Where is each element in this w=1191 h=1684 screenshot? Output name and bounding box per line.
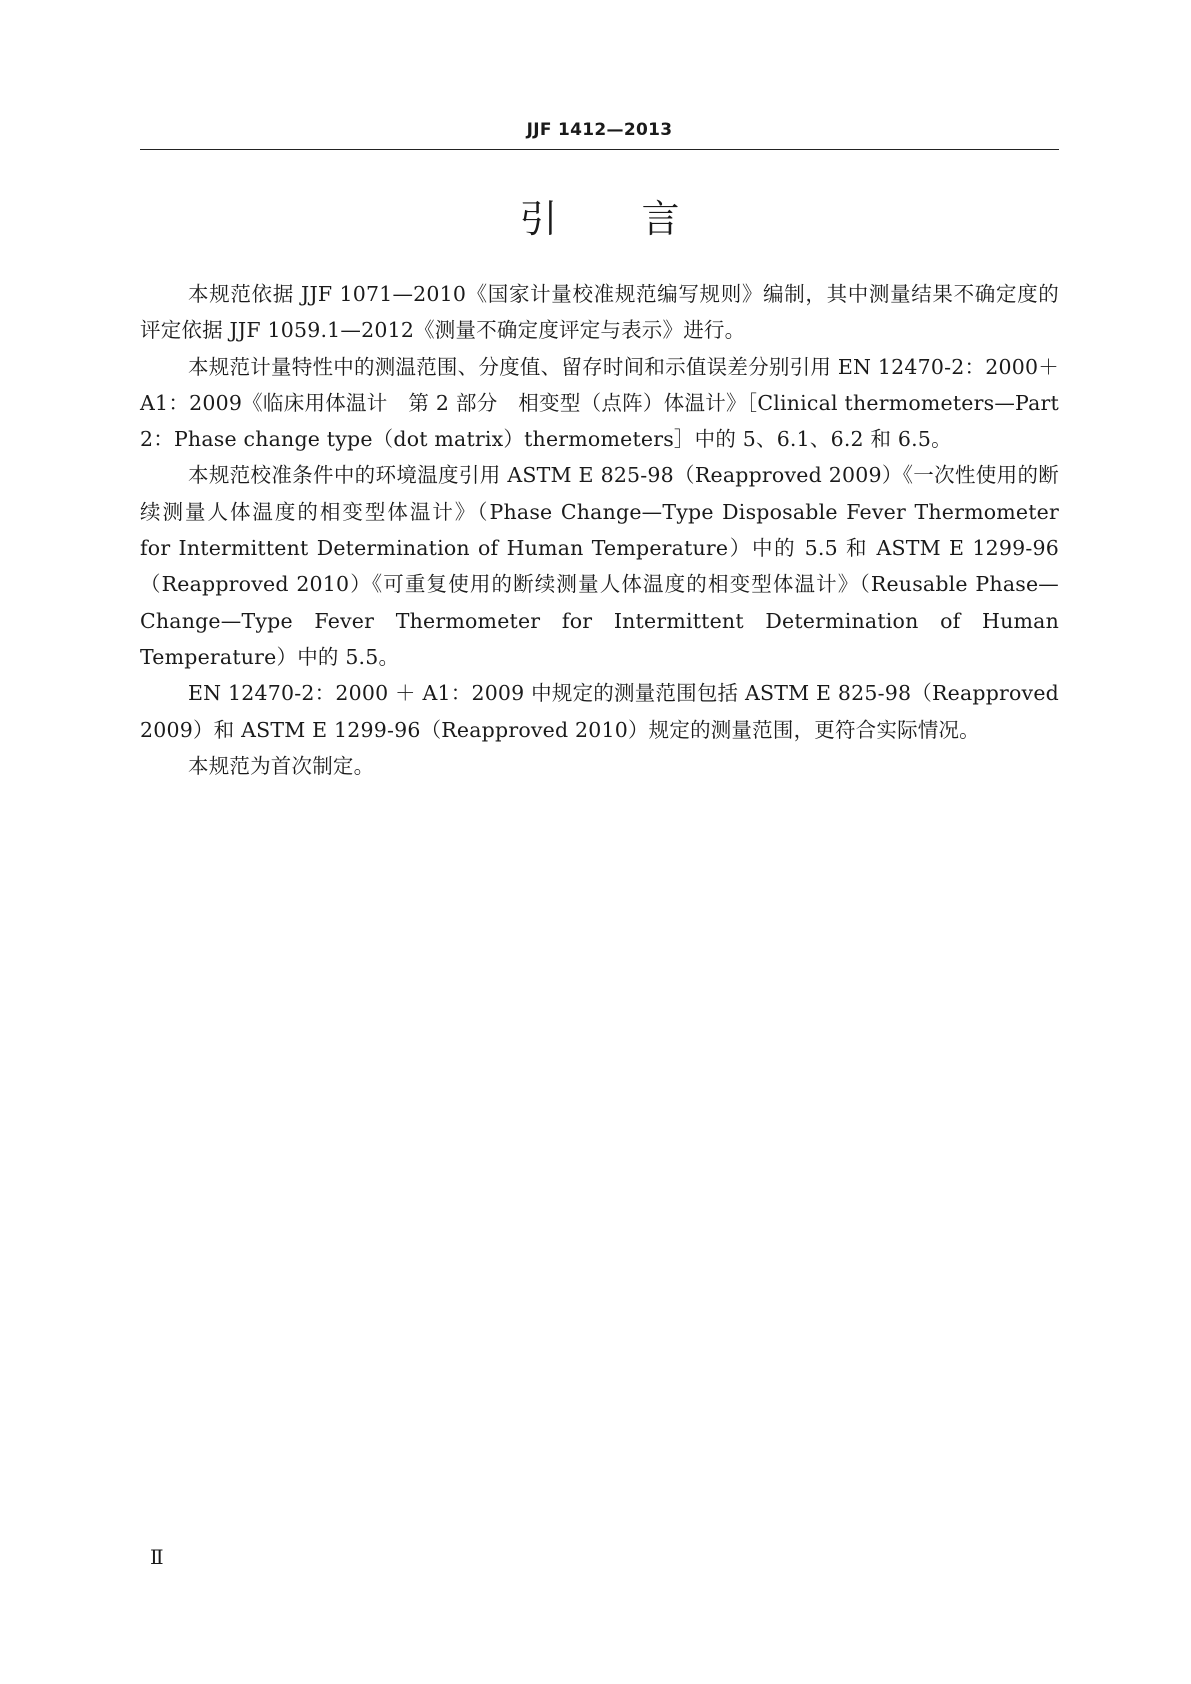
page-header — [140, 112, 1059, 152]
header-divider — [140, 149, 1059, 150]
paragraph-5: 本规范为首次制定。 — [188, 753, 375, 778]
page-number: Ⅱ — [150, 1545, 164, 1569]
paragraph-4: EN 12470-2：2000 ＋ A1：2009 中规定的测量范围包括 ASTM E 825-98（Reapproved 2009）和 ASTM E 1299-96（Reapproved 2010）规定的测量范围，更符合实际情况。 — [140, 681, 1059, 742]
page-title — [140, 196, 1059, 242]
paragraph-1: 本规范依据 JJF 1071—2010《国家计量校准规范编写规则》编制，其中测量结果不确定度的评定依据 JJF 1059.1—2012《测量不确定度评定与表示》进行。 — [140, 282, 1059, 343]
title-char-2: 言 — [641, 197, 680, 241]
paragraph-2: 本规范计量特性中的测温范围、分度值、留存时间和示值误差分别引用 EN 12470-2：2000＋A1：2009《临床用体温计 第 2 部分 相变型（点阵）体温计》［Clinical thermometers—Part 2：Phase change type（dot matrix）thermometers］中的 5、6.1、6.2 和 6.5。 — [140, 354, 1059, 452]
foreword-body — [140, 276, 1059, 784]
paragraph-3: 本规范校准条件中的环境温度引用 ASTM E 825-98（Reapproved 2009）《一次性使用的断续测量人体温度的相变型体温计》（Phase Change—Type Disposable Fever Thermometer for Intermittent Determination of Human Temperature）中的 5.5 和 ASTM E 1299-96（Reapproved 2010）《可重复使用的断续测量人体温度的相变型体温计》（Reusable Phase—Change—Type Fever Thermometer for Intermittent Determination of Human Temperature）中的 5.5。 — [140, 463, 1059, 669]
document-code: JJF 1412—2013 — [526, 120, 673, 140]
title-char-1: 引 — [519, 197, 558, 241]
